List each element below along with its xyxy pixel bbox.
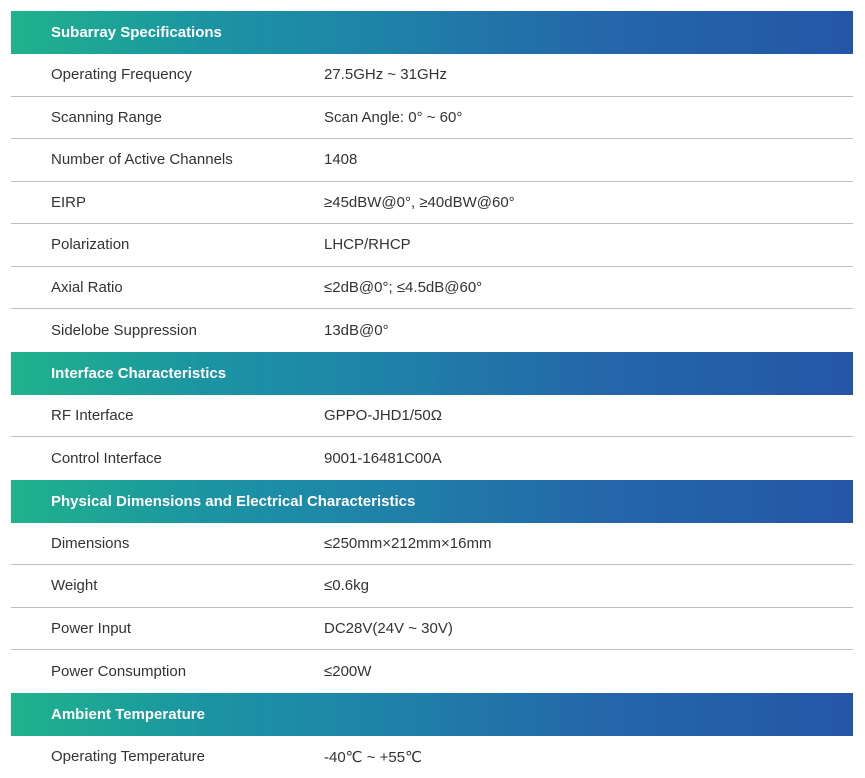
section-header-ambient-temperature: [11, 693, 853, 736]
table-row: [11, 736, 853, 778]
table-row: [11, 224, 853, 267]
row-value: 1408: [324, 151, 853, 168]
row-label: EIRP: [11, 194, 324, 211]
row-value: 13dB@0°: [324, 322, 853, 339]
row-label: Operating Temperature: [11, 748, 324, 765]
row-value: ≤0.6kg: [324, 577, 853, 594]
table-row: [11, 565, 853, 608]
section-header-interface-characteristics: [11, 352, 853, 395]
table-row: [11, 395, 853, 438]
row-value: ≤250mm×212mm×16mm: [324, 535, 853, 552]
section-title: Subarray Specifications: [51, 24, 222, 41]
section-header-physical-dimensions: [11, 480, 853, 523]
row-label: Number of Active Channels: [11, 151, 324, 168]
row-value: DC28V(24V ~ 30V): [324, 620, 853, 637]
row-label: Power Consumption: [11, 663, 324, 680]
section-title: Interface Characteristics: [51, 365, 226, 382]
row-label: Axial Ratio: [11, 279, 324, 296]
row-label: Sidelobe Suppression: [11, 322, 324, 339]
row-label: Dimensions: [11, 535, 324, 552]
row-value: ≤2dB@0°; ≤4.5dB@60°: [324, 279, 853, 296]
row-label: RF Interface: [11, 407, 324, 424]
section-title: Ambient Temperature: [51, 706, 205, 723]
table-row: [11, 608, 853, 651]
row-value: 9001-16481C00A: [324, 450, 853, 467]
row-label: Operating Frequency: [11, 66, 324, 83]
table-row: [11, 139, 853, 182]
table-row: [11, 54, 853, 97]
row-value: 27.5GHz ~ 31GHz: [324, 66, 853, 83]
row-label: Scanning Range: [11, 109, 324, 126]
table-row: [11, 523, 853, 566]
row-value: ≥45dBW@0°, ≥40dBW@60°: [324, 194, 853, 211]
row-value: GPPO-JHD1/50Ω: [324, 407, 853, 424]
table-row: [11, 309, 853, 352]
row-label: Polarization: [11, 236, 324, 253]
row-value: ≤200W: [324, 663, 853, 680]
row-label: Weight: [11, 577, 324, 594]
table-row: [11, 267, 853, 310]
table-row: [11, 182, 853, 225]
table-row: [11, 437, 853, 480]
row-value: LHCP/RHCP: [324, 236, 853, 253]
section-header-subarray-specifications: [11, 11, 853, 54]
row-value: -40℃ ~ +55℃: [324, 748, 853, 766]
section-title: Physical Dimensions and Electrical Characteristics: [51, 493, 415, 510]
table-row: [11, 97, 853, 140]
row-label: Control Interface: [11, 450, 324, 467]
spec-table: [11, 11, 853, 778]
row-value: Scan Angle: 0° ~ 60°: [324, 109, 853, 126]
row-label: Power Input: [11, 620, 324, 637]
table-row: [11, 650, 853, 693]
